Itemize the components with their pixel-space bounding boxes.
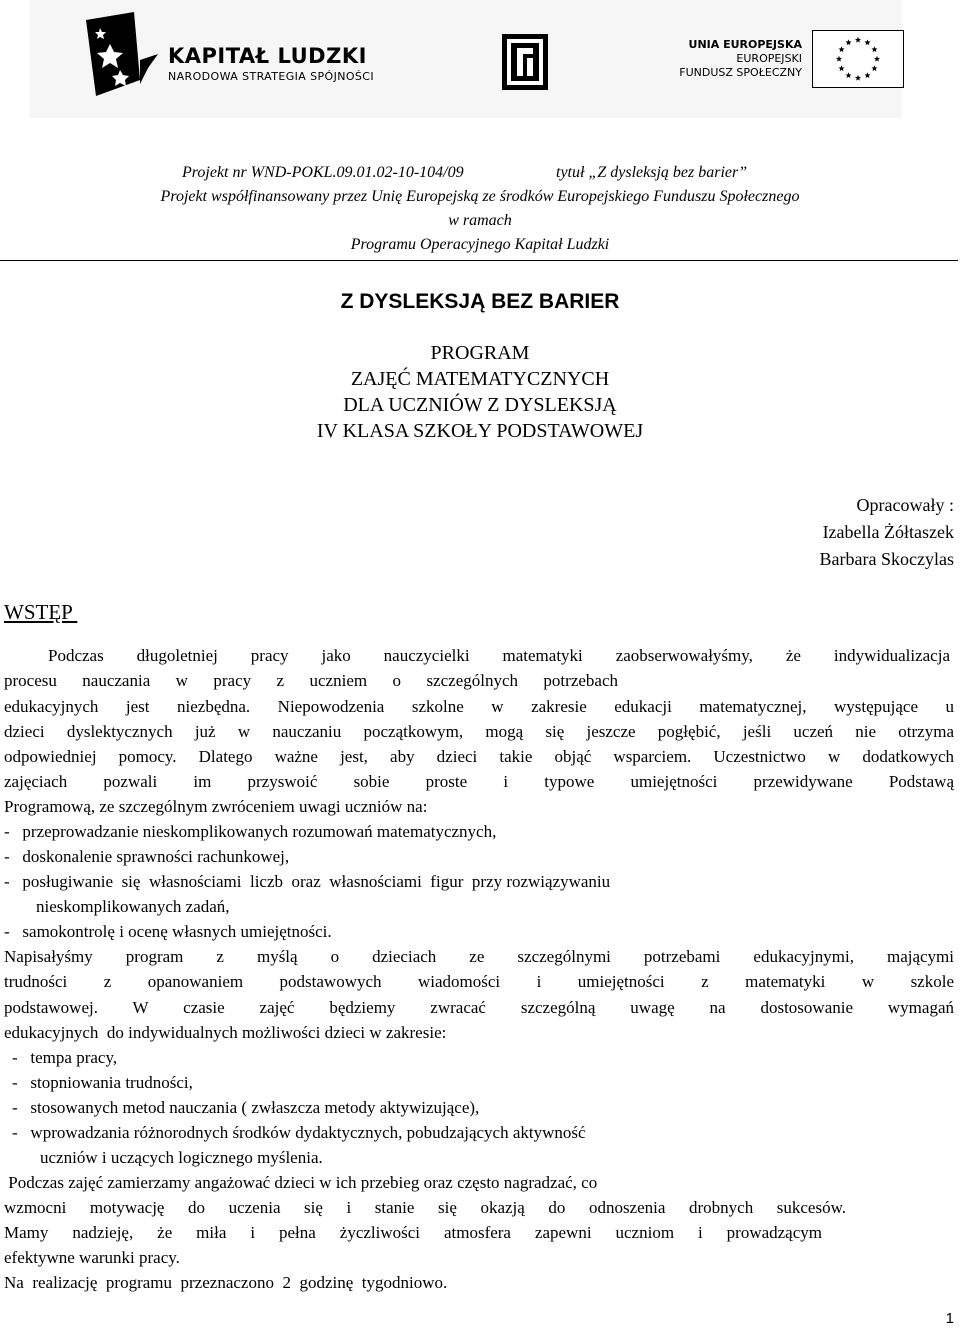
list-item: - samokontrolę i ocenę własnych umiejętności. <box>4 922 332 941</box>
document-title: Z DYSLEKSJĄ BEZ BARIER <box>340 290 620 313</box>
paragraph-line: Napisałyśmy program z myślą o dzieciach ze szczególnymi potrzebami edukacyjnymi, mającymi <box>4 947 954 966</box>
paragraph-line: edukacyjnych do indywidualnych możliwości dzieci w zakresie: <box>4 1023 447 1042</box>
program-title-line4: IV KLASA SZKOŁY PODSTAWOWEJ <box>316 420 644 442</box>
logo-strip <box>30 0 902 118</box>
paragraph-line: Na realizację programu przeznaczono 2 godzinę tygodniowo. <box>4 1273 448 1292</box>
paragraph-line: zajęciach pozwali im przyswoić sobie proste i typowe umiejętności przewidywane Podstawą <box>4 772 954 791</box>
list-item: - posługiwanie się własnościami liczb oraz własnościami figur przy rozwiązywaniu <box>4 872 611 891</box>
page-number: 1 <box>945 1310 954 1327</box>
eu-line1: UNIA EUROPEJSKA <box>688 38 802 51</box>
paragraph-line: Podczas zajęć zamierzamy angażować dzieci w ich przebieg oraz często nagradzać, co <box>4 1173 598 1192</box>
paragraph-line: efektywne warunki pracy. <box>4 1248 180 1267</box>
paragraph-line: podstawowej. W czasie zajęć będziemy zwracać szczególną uwagę na dostosowanie wymagań <box>4 998 954 1017</box>
author-2: Barbara Skoczylas <box>819 549 954 569</box>
paragraph-line: edukacyjnych jest niezbędna. Niepowodzenia szkolne w zakresie edukacji matematycznej, występujące u <box>4 697 954 716</box>
eu-flag-icon <box>812 30 904 88</box>
kapital-ludzki-subtitle: NARODOWA STRATEGIA SPÓJNOŚCI <box>168 70 375 83</box>
authors-label: Opracowały : <box>856 495 954 515</box>
authors-block <box>820 492 954 573</box>
paragraph-line: trudności z opanowaniem podstawowych wiadomości i umiejętności z matematyki w szkole <box>4 972 954 991</box>
project-number: Projekt nr WND-POKL.09.01.02-10-104/09 <box>182 164 464 181</box>
eu-line3: FUNDUSZ SPOŁECZNY <box>679 66 802 79</box>
in-frame-text: w ramach <box>448 212 512 229</box>
author-1: Izabella Żółtaszek <box>822 522 954 542</box>
list-item: - tempa pracy, <box>12 1048 118 1067</box>
paragraph-line: dzieci dyslektycznych już w nauczaniu początkowym, mogą się jeszcze pogłębić, jeśli uczeń nie otrzyma <box>4 722 954 741</box>
paragraph-line: odpowiedniej pomocy. Dlatego ważne jest, aby dzieci takie objąć wsparciem. Uczestnictwo w dodatkowych <box>4 747 954 766</box>
list-item: - przeprowadzanie nieskomplikowanych rozumowań matematycznych, <box>4 822 497 841</box>
list-item: - stopniowania trudności, <box>12 1073 193 1092</box>
project-title: tytuł „Z dysleksją bez barier” <box>556 164 748 181</box>
list-item: - doskonalenie sprawności rachunkowej, <box>4 847 290 866</box>
cofinance-text: Projekt współfinansowany przez Unię Europejską ze środków Europejskiego Funduszu Społecznego <box>160 188 800 205</box>
eu-line2: EUROPEJSKI <box>736 52 802 65</box>
list-item-continuation: nieskomplikowanych zadań, <box>36 897 230 916</box>
list-item-continuation: uczniów i uczących logicznego myślenia. <box>40 1148 323 1167</box>
program-title-line2: ZAJĘĆ MATEMATYCZNYCH <box>350 368 610 390</box>
paragraph-line: Mamy nadzieję, że miła i pełna życzliwości atmosfera zapewni uczniom i prowadzącym <box>4 1223 822 1242</box>
center-logo-icon <box>502 34 548 90</box>
kapital-ludzki-title: KAPITAŁ LUDZKI <box>168 44 367 68</box>
programme-text: Programu Operacyjnego Kapitał Ludzki <box>350 236 610 253</box>
kapital-ludzki-logo-icon <box>80 10 160 100</box>
paragraph-line: procesu nauczania w pracy z uczniem o szczególnych potrzebach <box>4 671 618 690</box>
eu-logo-text <box>630 38 802 80</box>
list-item: - wprowadzania różnorodnych środków dydaktycznych, pobudzających aktywność <box>12 1123 586 1142</box>
header-divider <box>0 260 958 261</box>
paragraph-line: wzmocni motywację do uczenia się i stanie się okazją do odnoszenia drobnych sukcesów. <box>4 1198 846 1217</box>
paragraph-line: Programową, ze szczególnym zwróceniem uwagi uczniów na: <box>4 797 428 816</box>
list-item: - stosowanych metod nauczania ( zwłaszcza metody aktywizujące), <box>12 1098 480 1117</box>
program-title-line1: PROGRAM <box>430 342 530 364</box>
program-title-line3: DLA UCZNIÓW Z DYSLEKSJĄ <box>343 394 617 416</box>
section-heading: WSTĘP <box>4 600 78 624</box>
paragraph-line: Podczas długoletniej pracy jako nauczycielki matematyki zaobserwowałyśmy, że indywidualizacja <box>48 646 950 665</box>
